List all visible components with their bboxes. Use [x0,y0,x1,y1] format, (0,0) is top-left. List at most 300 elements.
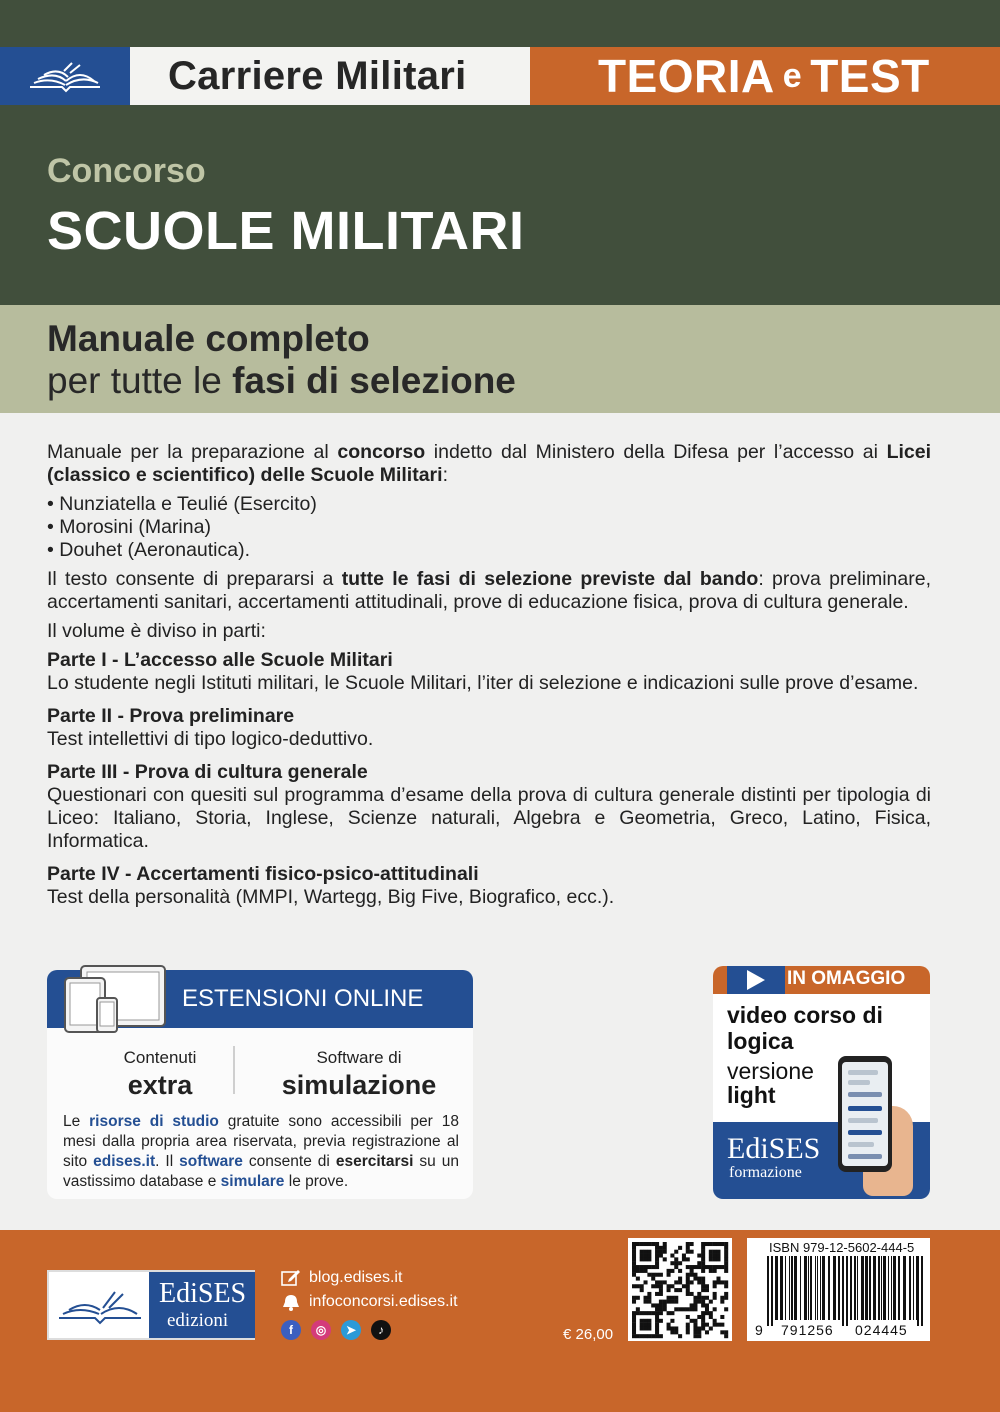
qr-module [678,1334,682,1338]
qr-module [655,1303,659,1307]
qr-module [655,1261,659,1265]
barcode-bar [913,1256,914,1320]
ext-text: gratuite sono accessibili per 18 mesi dalla propria area riservata, previa registrazione al sito [63,1113,459,1170]
ext-highlight: edises.it [93,1153,156,1170]
series-bar [0,47,1000,105]
qr-module [632,1323,636,1327]
barcode-bar [878,1256,880,1320]
gift-line2: versione [727,1058,814,1084]
qr-module [686,1242,690,1246]
qr-module [686,1330,690,1334]
qr-module [659,1300,663,1304]
qr-module [690,1273,694,1277]
publisher-logo [47,1270,255,1340]
qr-module [663,1280,667,1284]
qr-module [647,1273,651,1277]
qr-module [632,1261,636,1265]
barcode-bar [873,1256,876,1320]
simulation-small: Software di [316,1048,402,1067]
qr-module [670,1254,674,1258]
intro-text: indetto dal Ministero della Difesa per l’accesso ai [425,441,887,463]
facebook-icon[interactable]: f [281,1320,301,1340]
qr-module [693,1330,697,1334]
qr-module [697,1277,701,1281]
qr-module [655,1307,659,1311]
qr-module [636,1242,640,1246]
qr-module [697,1280,701,1284]
qr-module [701,1261,705,1265]
qr-module [686,1265,690,1269]
qr-module [724,1330,728,1334]
tiktok-icon[interactable]: ♪ [371,1320,391,1340]
part-block [47,863,931,909]
qr-module [701,1311,705,1315]
qr-module [693,1323,697,1327]
qr-module [686,1326,690,1330]
qr-module [655,1311,659,1315]
ean-left: 791256 [781,1322,834,1338]
barcode-bar [861,1256,864,1320]
qr-module [674,1280,678,1284]
part-title: Parte III - Prova di cultura generale [47,761,368,783]
intro-paragraph [47,441,931,487]
subtitle-line2 [47,360,516,402]
qr-module [667,1300,671,1304]
qr-module [667,1296,671,1300]
qr-module [720,1315,724,1319]
telegram-icon[interactable]: ➤ [341,1320,361,1340]
bullet-item: • Douhet (Aeronautica). [47,539,251,561]
qr-module [674,1265,678,1269]
qr-module [724,1265,728,1269]
qr-module [659,1334,663,1338]
ext-text: Le [63,1113,90,1130]
volume-intro: Il volume è diviso in parti: [47,620,266,642]
barcode-bar [791,1256,793,1320]
qr-module [693,1303,697,1307]
qr-module [686,1280,690,1284]
qr-module [701,1265,705,1269]
qr-module [655,1319,659,1323]
qr-module [647,1334,651,1338]
barcode-bar [800,1256,801,1320]
qr-module [659,1246,663,1250]
qr-module [724,1284,728,1288]
instagram-icon[interactable]: ◎ [311,1320,331,1340]
qr-module [720,1242,724,1246]
screen-line [848,1080,870,1085]
qr-module [640,1284,644,1288]
qr-module [701,1277,705,1281]
qr-module [705,1288,709,1292]
qr-module [640,1326,644,1330]
qr-module [659,1273,663,1277]
qr-module [724,1296,728,1300]
qr-module [713,1250,717,1254]
online-extensions-box [47,970,473,1199]
qr-module [655,1326,659,1330]
qr-module [644,1250,648,1254]
qr-module [647,1311,651,1315]
barcode-guard-bar [921,1256,923,1326]
qr-module [655,1330,659,1334]
publisher-name: EdiSES [159,1278,247,1309]
qr-module [724,1250,728,1254]
teoria-test-badge [530,47,1000,105]
qr-module [720,1296,724,1300]
part-title: Parte I - L’accesso alle Scuole Militari [47,649,393,671]
qr-module [693,1273,697,1277]
price: € 26,00 [563,1326,614,1343]
qr-module [636,1277,640,1281]
gift-line3: light [727,1082,776,1108]
screen-line [848,1092,882,1097]
ext-highlight: risorse di studio [89,1113,219,1130]
barcode-bar [888,1256,889,1320]
barcode-bar [898,1256,900,1320]
qr-module [655,1254,659,1258]
qr-module [632,1254,636,1258]
qr-module [655,1257,659,1261]
qr-module [655,1334,659,1338]
qr-module [644,1319,648,1323]
qr-module [644,1326,648,1330]
barcode-bar [833,1256,836,1320]
qr-module [701,1288,705,1292]
qr-module [678,1277,682,1281]
qr-module [697,1296,701,1300]
qr-module [709,1315,713,1319]
simulation-software-column [259,1048,459,1101]
screen-line [848,1106,882,1111]
qr-module [697,1334,701,1338]
screen-line [848,1154,882,1159]
qr-module [667,1311,671,1315]
qr-module [659,1280,663,1284]
qr-module [678,1269,682,1273]
qr-module [713,1292,717,1296]
qr-module [701,1326,705,1330]
qr-module [678,1280,682,1284]
qr-module [663,1242,667,1246]
qr-module [705,1303,709,1307]
qr-module [705,1323,709,1327]
qr-module [678,1246,682,1250]
screen-line [848,1118,878,1123]
gift-brand: EdiSES [727,1132,821,1165]
qr-module [678,1307,682,1311]
qr-module [644,1265,648,1269]
qr-module [716,1265,720,1269]
barcode-bar [854,1256,856,1320]
qr-module [651,1277,655,1281]
qr-module [697,1330,701,1334]
qr-module [713,1257,717,1261]
barcode-guard-bar [767,1256,769,1326]
qr-module [670,1261,674,1265]
qr-module [674,1250,678,1254]
qr-module [655,1280,659,1284]
barcode-bar [828,1256,830,1320]
qr-module [690,1319,694,1323]
qr-module [640,1257,644,1261]
qr-module [670,1296,674,1300]
qr-module [651,1334,655,1338]
qr-module [674,1257,678,1261]
qr-module [693,1319,697,1323]
intro-bold: Licei (classico e scientifico) delle Scuole Militari [47,441,932,486]
qr-module [647,1326,651,1330]
qr-module [705,1311,709,1315]
qr-module [647,1296,651,1300]
gift-box [713,966,930,1199]
open-book-icon [55,1284,145,1328]
barcode-bar [869,1256,871,1320]
barcode-bar [857,1256,858,1320]
social-icons [281,1320,401,1340]
qr-module [716,1254,720,1258]
part-block [47,705,931,751]
part-text: Questionari con quesiti sul programma d’esame della prova di cultura generale distinti per tipologia di Liceo: Italiano, Storia, Inglese, Scienze naturali, Algebra e Geometria, Greco, Latino, Fisica, Informatica. [47,784,931,852]
qr-module [697,1261,701,1265]
qr-module [697,1315,701,1319]
qr-module [640,1269,644,1273]
qr-module [701,1250,705,1254]
qr-module [670,1311,674,1315]
qr-module [686,1246,690,1250]
ext-bold: esercitarsi [335,1153,414,1170]
screen-line [848,1130,882,1135]
qr-module [647,1242,651,1246]
qr-module [686,1277,690,1281]
qr-module [667,1323,671,1327]
qr-module [663,1250,667,1254]
qr-module [690,1269,694,1273]
qr-module [720,1330,724,1334]
qr-module [716,1280,720,1284]
qr-module [724,1254,728,1258]
extra-content-column [85,1048,235,1101]
qr-module [724,1257,728,1261]
qr-module [697,1300,701,1304]
qr-module [697,1326,701,1330]
qr-module [713,1319,717,1323]
qr-module [670,1269,674,1273]
play-icon [727,966,785,994]
qr-module [632,1257,636,1261]
qr-module [701,1296,705,1300]
qr-module [705,1265,709,1269]
qr-module [693,1307,697,1311]
part-title: Parte II - Prova preliminare [47,705,295,727]
qr-module [632,1269,636,1273]
qr-module [644,1300,648,1304]
extra-content-small: Contenuti [123,1048,197,1067]
qr-module [724,1246,728,1250]
barcode-guard-bar [771,1256,773,1326]
qr-module [644,1311,648,1315]
barcode-bar [785,1256,786,1320]
gift-brand-sub: formazione [729,1164,802,1181]
intro-text: : [442,464,448,486]
qr-module [640,1323,644,1327]
qr-module [655,1323,659,1327]
qr-module [644,1334,648,1338]
blog-link[interactable] [281,1269,402,1287]
qr-module [636,1311,640,1315]
qr-module [632,1246,636,1250]
barcode-guard-bar [842,1256,844,1326]
subtitle-line2-normal: per tutte le [47,360,233,401]
info-url: infoconcorsi.edises.it [309,1293,458,1310]
qr-module [667,1288,671,1292]
qr-module [667,1284,671,1288]
qr-module [632,1326,636,1330]
qr-module [659,1307,663,1311]
qr-module [674,1326,678,1330]
qr-module [644,1280,648,1284]
qr-module [644,1254,648,1258]
qr-module [693,1300,697,1304]
publisher-sub: edizioni [167,1310,229,1331]
qr-module [716,1250,720,1254]
qr-module [670,1319,674,1323]
qr-code[interactable] [628,1238,732,1341]
qr-module [713,1323,717,1327]
qr-module [655,1284,659,1288]
simulation-big: simulazione [281,1070,437,1100]
phases-paragraph [47,568,931,614]
barcode-bar [810,1256,812,1320]
qr-module [632,1250,636,1254]
barcode-bar [838,1256,840,1320]
intro-bold: concorso [337,441,426,463]
qr-module [663,1300,667,1304]
qr-module [655,1273,659,1277]
qr-module [720,1323,724,1327]
part-title: Parte IV - Accertamenti fisico-psico-attitudinali [47,863,479,885]
qr-module [636,1307,640,1311]
qr-module [655,1315,659,1319]
qr-module [690,1280,694,1284]
qr-module [686,1323,690,1327]
kicker: Concorso [47,152,206,190]
qr-module [697,1254,701,1258]
phases-text: Il testo consente di prepararsi a [47,568,342,590]
qr-module [632,1311,636,1315]
qr-module [636,1296,640,1300]
extra-content-big: extra [127,1070,193,1100]
qr-module [636,1284,640,1288]
qr-module [651,1303,655,1307]
qr-module [640,1265,644,1269]
qr-module [640,1334,644,1338]
qr-module [701,1269,705,1273]
qr-module [686,1250,690,1254]
qr-module [636,1265,640,1269]
qr-module [632,1273,636,1277]
extensions-description [63,1112,459,1192]
series-logo [0,47,130,105]
barcode-bar [881,1256,882,1320]
barcode-bar [820,1256,821,1320]
qr-module [670,1330,674,1334]
qr-module [632,1330,636,1334]
qr-module [724,1242,728,1246]
qr-module [667,1273,671,1277]
barcode-bar [891,1256,892,1320]
qr-module [697,1265,701,1269]
barcode [747,1238,930,1341]
qr-module [713,1280,717,1284]
qr-module [663,1246,667,1250]
ext-text: le prove. [284,1173,349,1190]
qr-module [667,1269,671,1273]
qr-module [632,1284,636,1288]
qr-module [709,1242,713,1246]
qr-module [724,1334,728,1338]
phases-bold: tutte le fasi di selezione previste dal bando [341,568,759,590]
qr-module [647,1323,651,1327]
qr-module [701,1242,705,1246]
barcode-bar [794,1256,797,1320]
qr-module [705,1307,709,1311]
qr-module [632,1242,636,1246]
barcode-bar [822,1256,825,1320]
isbn-label: ISBN 979-12-5602-444-5 [769,1240,915,1255]
ext-text: . Il [155,1153,180,1170]
qr-module [705,1330,709,1334]
qr-module [640,1311,644,1315]
barcode-bar [789,1256,790,1320]
qr-module [659,1292,663,1296]
qr-module [663,1303,667,1307]
qr-module [701,1300,705,1304]
qr-module [632,1315,636,1319]
part-text: Test della personalità (MMPI, Wartegg, Big Five, Biografico, ecc.). [47,886,615,908]
qr-module [701,1280,705,1284]
qr-module [720,1280,724,1284]
qr-module [655,1250,659,1254]
info-link[interactable] [281,1293,458,1311]
badge-and: e [782,56,803,95]
qr-module [647,1319,651,1323]
qr-module [632,1296,636,1300]
qr-module [674,1261,678,1265]
qr-module [632,1319,636,1323]
qr-module [705,1284,709,1288]
qr-module [713,1265,717,1269]
extensions-heading: ESTENSIONI ONLINE [47,970,473,1028]
qr-module [713,1284,717,1288]
qr-module [640,1250,644,1254]
qr-module [655,1246,659,1250]
screen-line [848,1070,878,1075]
qr-module [659,1250,663,1254]
qr-module [716,1242,720,1246]
qr-module [720,1265,724,1269]
qr-module [713,1242,717,1246]
devices-icon [61,964,171,1034]
qr-module [686,1292,690,1296]
bullet-item: • Morosini (Marina) [47,516,211,538]
qr-module [701,1254,705,1258]
qr-pattern [628,1238,732,1341]
qr-module [632,1265,636,1269]
qr-module [647,1265,651,1269]
qr-module [644,1323,648,1327]
qr-module [713,1307,717,1311]
